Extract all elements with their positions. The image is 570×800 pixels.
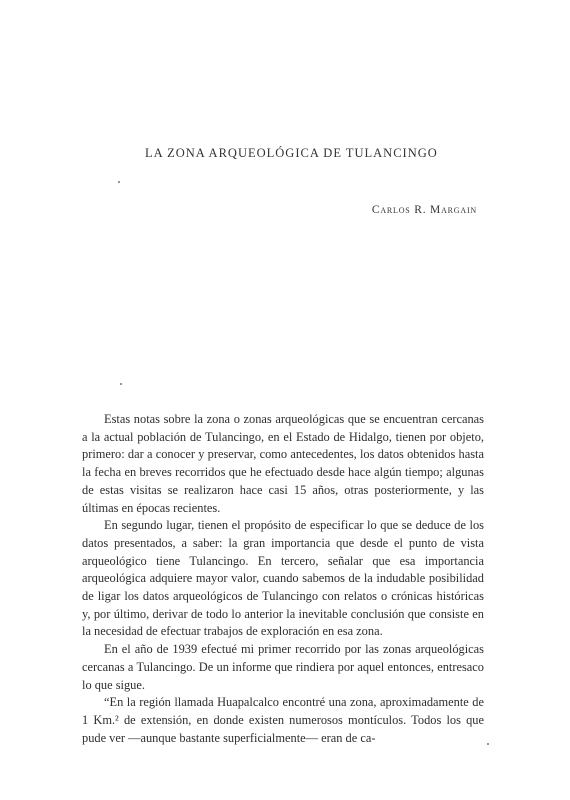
article-author: Carlos R. Margain xyxy=(371,204,477,216)
paragraph: En el año de 1939 efectué mi primer recorrido por las zonas arqueológicas cercanas a Tulancingo. De un informe que rindiera por aquel entonces, entresaco lo que sigue. xyxy=(82,642,484,692)
print-speck xyxy=(487,743,489,745)
article-title: LA ZONA ARQUEOLÓGICA DE TULANCINGO xyxy=(145,146,438,160)
print-speck xyxy=(118,181,120,183)
paragraph: “En la región llamada Huapalcalco encontré una zona, aproximadamente de 1 Km.² de extensión, en donde existen numerosos montículos. Todos los que pude ver —aunque bastante superficialmente— eran de ca- xyxy=(82,695,484,745)
paragraph: Estas notas sobre la zona o zonas arqueológicas que se encuentran cercanas a la actual población de Tulancingo, en el Estado de Hidalgo, tienen por objeto, primero: dar a conocer y preservar, como antecedentes, los datos obtenidos hasta la fecha en breves recorridos que he efectuado desde hace algún tiempo; algunas de estas visitas se realizaron hace casi 15 años, otras posteriormente, y las últimas en épocas recientes. xyxy=(82,412,484,515)
print-speck xyxy=(120,383,122,385)
article-body xyxy=(82,411,484,747)
paragraph: En segundo lugar, tienen el propósito de especificar lo que se deduce de los datos presentados, a saber: la gran importancia que desde el punto de vista arqueológico tiene Tulancingo. En tercero, señalar que esa importancia arqueológica adquiere mayor valor, cuando sabemos de la indudable posibilidad de ligar los datos arqueológicos de Tulancingo con relatos o crónicas históricas y, por último, derivar de todo lo anterior la inevitable conclusión que consiste en la necesidad de efectuar trabajos de exploración en esa zona. xyxy=(82,518,484,639)
